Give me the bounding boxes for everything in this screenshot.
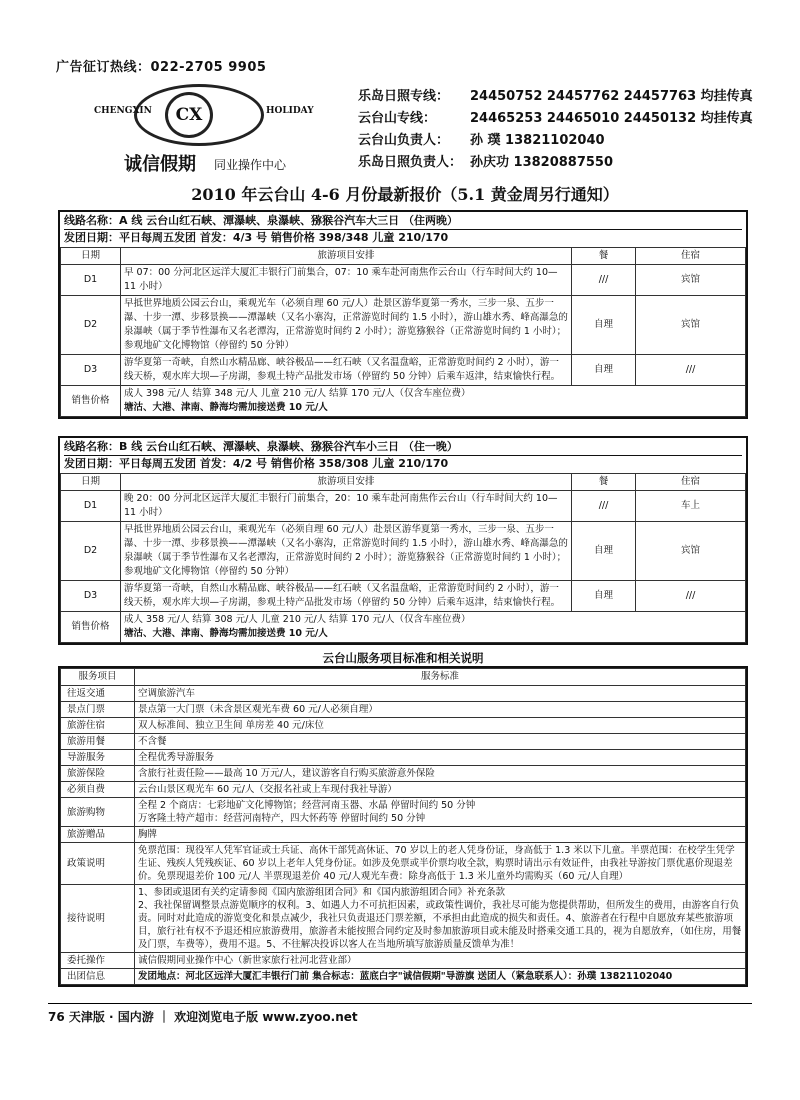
service-standard: 双人标准间、独立卫生间 单房差 40 元/床位 [135, 718, 746, 734]
table-row [61, 885, 746, 953]
service-item: 委托操作 [61, 953, 135, 969]
service-standard: 全程优秀导游服务 [135, 750, 746, 766]
table-row [61, 953, 746, 969]
table-row [61, 265, 746, 296]
service-standard: 诚信假期同业操作中心（新世家旅行社河北营业部） [135, 953, 746, 969]
page-title: 2010 年云台山 4-6 月份最新报价（5.1 黄金周另行通知） [191, 185, 619, 204]
price-row [61, 612, 746, 643]
price-line: 成人 398 元/人 结算 348 元/人 儿童 210 元/人 结算 170 元/人（仅含车座位费） [124, 388, 471, 399]
service-standard: 空调旅游汽车 [135, 686, 746, 702]
service-item: 旅游保险 [61, 766, 135, 782]
table-row [61, 798, 746, 827]
table-row [61, 296, 746, 355]
table-header-row [61, 248, 746, 265]
route-b-header [60, 438, 746, 473]
table-row [61, 827, 746, 843]
table-row [61, 843, 746, 885]
day-cell: D1 [61, 265, 121, 296]
service-standard: 全程 2 个商店：七彩地矿文化博物馆；经营河南玉器、水晶 停留时间约 50 分钟 万客隆土特产超市：经营河南特产，四大怀药等 停留时间约 50 分钟 [135, 798, 746, 827]
service-standard: 胸牌 [135, 827, 746, 843]
service-table [60, 668, 746, 985]
day-cell: D3 [61, 581, 121, 612]
table-row [61, 734, 746, 750]
stay-cell: 车上 [636, 491, 746, 522]
contact-list [358, 86, 758, 174]
meal-cell: 自理 [572, 581, 636, 612]
ad-hotline: 广告征订热线：022-2705 9905 [56, 60, 267, 75]
price-row [61, 386, 746, 417]
col-header-stay: 住宿 [636, 474, 746, 491]
meal-cell: /// [572, 265, 636, 296]
price-cell [121, 612, 746, 643]
contact-label: 云台山负责人： [358, 133, 450, 148]
route-depart: 发团日期：平日每周五发团 首发：4/2 号 销售价格 358/308 儿童 210/170 [64, 455, 742, 472]
table-row [61, 491, 746, 522]
table-row [61, 969, 746, 985]
header-block [48, 76, 752, 176]
service-standard: 云台山景区观光车 60 元/人（交报名社或上车现付我社导游） [135, 782, 746, 798]
route-b-box [58, 436, 748, 645]
col-header-plan: 旅游项目安排 [121, 474, 572, 491]
meal-cell: 自理 [572, 355, 636, 386]
route-b-table [60, 473, 746, 643]
table-row [61, 702, 746, 718]
logo-left-text: CHENGXIN [94, 106, 152, 116]
service-standard: 含旅行社责任险——最高 10 万元/人，建议游客自行购买旅游意外保险 [135, 766, 746, 782]
service-item: 接待说明 [61, 885, 135, 953]
service-table-box [58, 666, 748, 987]
stay-cell: 宾馆 [636, 522, 746, 581]
company-logo [94, 84, 314, 175]
page-footer: 76 天津版 · 国内游 ｜ 欢迎浏览电子版 www.zyoo.net [48, 1010, 358, 1024]
route-name: 线路名称：A 线 云台山红石峡、潭瀑峡、泉瀑峡、猕猴谷汽车大三日 （住两晚） [64, 214, 458, 227]
table-row [61, 766, 746, 782]
route-a-box [58, 210, 748, 419]
table-header-row [61, 669, 746, 686]
logo-monogram: CX [165, 92, 213, 138]
service-standard: 1、参团或退团有关约定请参阅《国内旅游组团合同》和《国内旅游组团合同》补充条款 2、我社保留调整景点游览顺序的权利。3、如遇人力不可抗拒因素，或政策性调价，我社尽可能为您提供帮助，但所发生的费用，由游客自行负责。同时对此造成的游览变化和景点减少，我社只负责退还门票差额，不承担由此造成的损失和责任。4、旅游者在行程中自愿放弃某些旅游项目，旅行社有权不予退还相应旅游费用，旅游者未能按照合同约定及时参加旅游项目或未能及时搭乘交通工具的，视为自愿放弃，（如住房，用餐及门票，车费等），费用不退。5、不往解决投诉以客人在当地所填写旅游质量反馈单为准！ [135, 885, 746, 953]
day-cell: D2 [61, 296, 121, 355]
col-header-standard: 服务标准 [135, 669, 746, 686]
table-row [61, 686, 746, 702]
table-row [61, 355, 746, 386]
table-row [61, 782, 746, 798]
col-header-date: 日期 [61, 474, 121, 491]
day-cell: D2 [61, 522, 121, 581]
service-item: 旅游赠品 [61, 827, 135, 843]
table-row [61, 581, 746, 612]
service-item: 出团信息 [61, 969, 135, 985]
stay-cell: /// [636, 355, 746, 386]
table-row [61, 522, 746, 581]
route-a-table [60, 247, 746, 417]
contact-row [358, 86, 758, 108]
col-header-item: 服务项目 [61, 669, 135, 686]
service-item: 旅游住宿 [61, 718, 135, 734]
contact-label: 云台山专线： [358, 111, 437, 126]
contact-value: 孙庆功 13820887550 [470, 155, 614, 170]
logo-right-text: HOLIDAY [266, 106, 314, 116]
col-header-stay: 住宿 [636, 248, 746, 265]
plan-cell: 早抵世界地质公园云台山，乘观光车（必须自理 60 元/人）赴景区游华夏第一秀水，三步一泉、五步一瀑、十步一潭、步移景换——潭瀑峡（又名小寨沟，正常游览时间约 1.5 小时），游山雄水秀、峰高瀑急的泉瀑峡（属于季节性瀑布又名老潭沟，正常游览时间约 2 小时）；游览猕猴谷（正常游览时间约 1 小时）；参观地矿文化博物馆（停留约 50 分钟） [121, 522, 572, 581]
transfer-fee-line: 塘沽、大港、津南、静海均需加接送费 10 元/人 [124, 402, 328, 413]
day-cell: D3 [61, 355, 121, 386]
plan-cell: 游华夏第一奇峡，自然山水精品廊、峡谷极品——红石峡（又名温盘峪，正常游览时间约 2 小时），游一线天桥，观水库大坝—子房湖，参观土特产品批发市场（停留约 50 分钟）后乘车返津，结束愉快行程。 [121, 355, 572, 386]
meal-cell: /// [572, 491, 636, 522]
contact-value: 24465253 24465010 24450132 均挂传真 [470, 111, 753, 126]
meal-cell: 自理 [572, 296, 636, 355]
contact-row [358, 130, 758, 152]
service-section-title: 云台山服务项目标准和相关说明 [322, 651, 484, 665]
stay-cell: 宾馆 [636, 265, 746, 296]
service-standard: 景点第一大门票（未含景区观光车费 60 元/人必须自理） [135, 702, 746, 718]
service-standard: 发团地点：河北区远洋大厦汇丰银行门前 集合标志：蓝底白字"诚信假期"导游旗 送团人（紧急联系人）：孙璞 13821102040 [135, 969, 746, 985]
service-item: 旅游购物 [61, 798, 135, 827]
meal-cell: 自理 [572, 522, 636, 581]
col-header-meal: 餐 [572, 474, 636, 491]
price-label: 销售价格 [61, 386, 121, 417]
contact-row [358, 108, 758, 130]
plan-cell: 早 07：00 分河北区远洋大厦汇丰银行门前集合，07：10 乘车赴河南焦作云台山（行车时间大约 10—11 小时） [121, 265, 572, 296]
contact-value: 孙 璞 13821102040 [470, 133, 605, 148]
contact-row [358, 152, 758, 174]
route-depart: 发团日期：平日每周五发团 首发：4/3 号 销售价格 398/348 儿童 210/170 [64, 229, 742, 246]
route-a-header [60, 212, 746, 247]
logo-brand: 诚信假期 [124, 154, 196, 175]
logo-subtitle: 同业操作中心 [214, 158, 287, 172]
service-standard: 免票范围：现役军人凭军官证或士兵证、高休干部凭高休证、70 岁以上的老人凭身份证，身高低于 1.3 米以下儿童。半票范围：在校学生凭学生证、残疾人凭残疾证、60 岁以上老年人凭身份证。如涉及免票或半价票均收全款，购票时请出示有效证件，由我社导游按门票优惠价现退差价。免票现退差价 100 元/人 半票现退差价 40 元/人观光车费：除身高低于 1.3 米儿童外均需购买（60 元/人自理） [135, 843, 746, 885]
service-item: 必须自费 [61, 782, 135, 798]
contact-value: 24450752 24457762 24457763 均挂传真 [470, 89, 753, 104]
footer-divider [48, 1003, 752, 1004]
price-label: 销售价格 [61, 612, 121, 643]
route-name: 线路名称：B 线 云台山红石峡、潭瀑峡、泉瀑峡、猕猴谷汽车小三日 （住一晚） [64, 440, 458, 453]
table-header-row [61, 474, 746, 491]
price-line: 成人 358 元/人 结算 308 元/人 儿童 210 元/人 结算 170 元/人（仅含车座位费） [124, 614, 471, 625]
service-item: 旅游用餐 [61, 734, 135, 750]
service-item: 往返交通 [61, 686, 135, 702]
plan-cell: 游华夏第一奇峡，自然山水精品廊、峡谷极品——红石峡（又名温盘峪，正常游览时间约 2 小时），游一线天桥，观水库大坝—子房湖，参观土特产品批发市场（停留约 50 分钟）后乘车返津，结束愉快行程。 [121, 581, 572, 612]
service-item: 政策说明 [61, 843, 135, 885]
service-item: 导游服务 [61, 750, 135, 766]
plan-cell: 晚 20：00 分河北区远洋大厦汇丰银行门前集合，20：10 乘车赴河南焦作云台山（行车时间大约 10—11 小时） [121, 491, 572, 522]
plan-cell: 早抵世界地质公园云台山，乘观光车（必须自理 60 元/人）赴景区游华夏第一秀水，三步一泉、五步一瀑、十步一潭、步移景换——潭瀑峡（又名小寨沟，正常游览时间约 1.5 小时），游山雄水秀、峰高瀑急的泉瀑峡（属于季节性瀑布又名老潭沟，正常游览时间约 2 小时）；游览猕猴谷（正常游览时间约 1 小时）；参观地矿文化博物馆（停留约 50 分钟） [121, 296, 572, 355]
table-row [61, 750, 746, 766]
day-cell: D1 [61, 491, 121, 522]
price-cell [121, 386, 746, 417]
transfer-fee-line: 塘沽、大港、津南、静海均需加接送费 10 元/人 [124, 628, 328, 639]
stay-cell: /// [636, 581, 746, 612]
service-standard: 不含餐 [135, 734, 746, 750]
contact-label: 乐岛日照专线： [358, 89, 450, 104]
table-row [61, 718, 746, 734]
col-header-plan: 旅游项目安排 [121, 248, 572, 265]
stay-cell: 宾馆 [636, 296, 746, 355]
col-header-date: 日期 [61, 248, 121, 265]
service-item: 景点门票 [61, 702, 135, 718]
col-header-meal: 餐 [572, 248, 636, 265]
contact-label: 乐岛日照负责人： [358, 155, 463, 170]
